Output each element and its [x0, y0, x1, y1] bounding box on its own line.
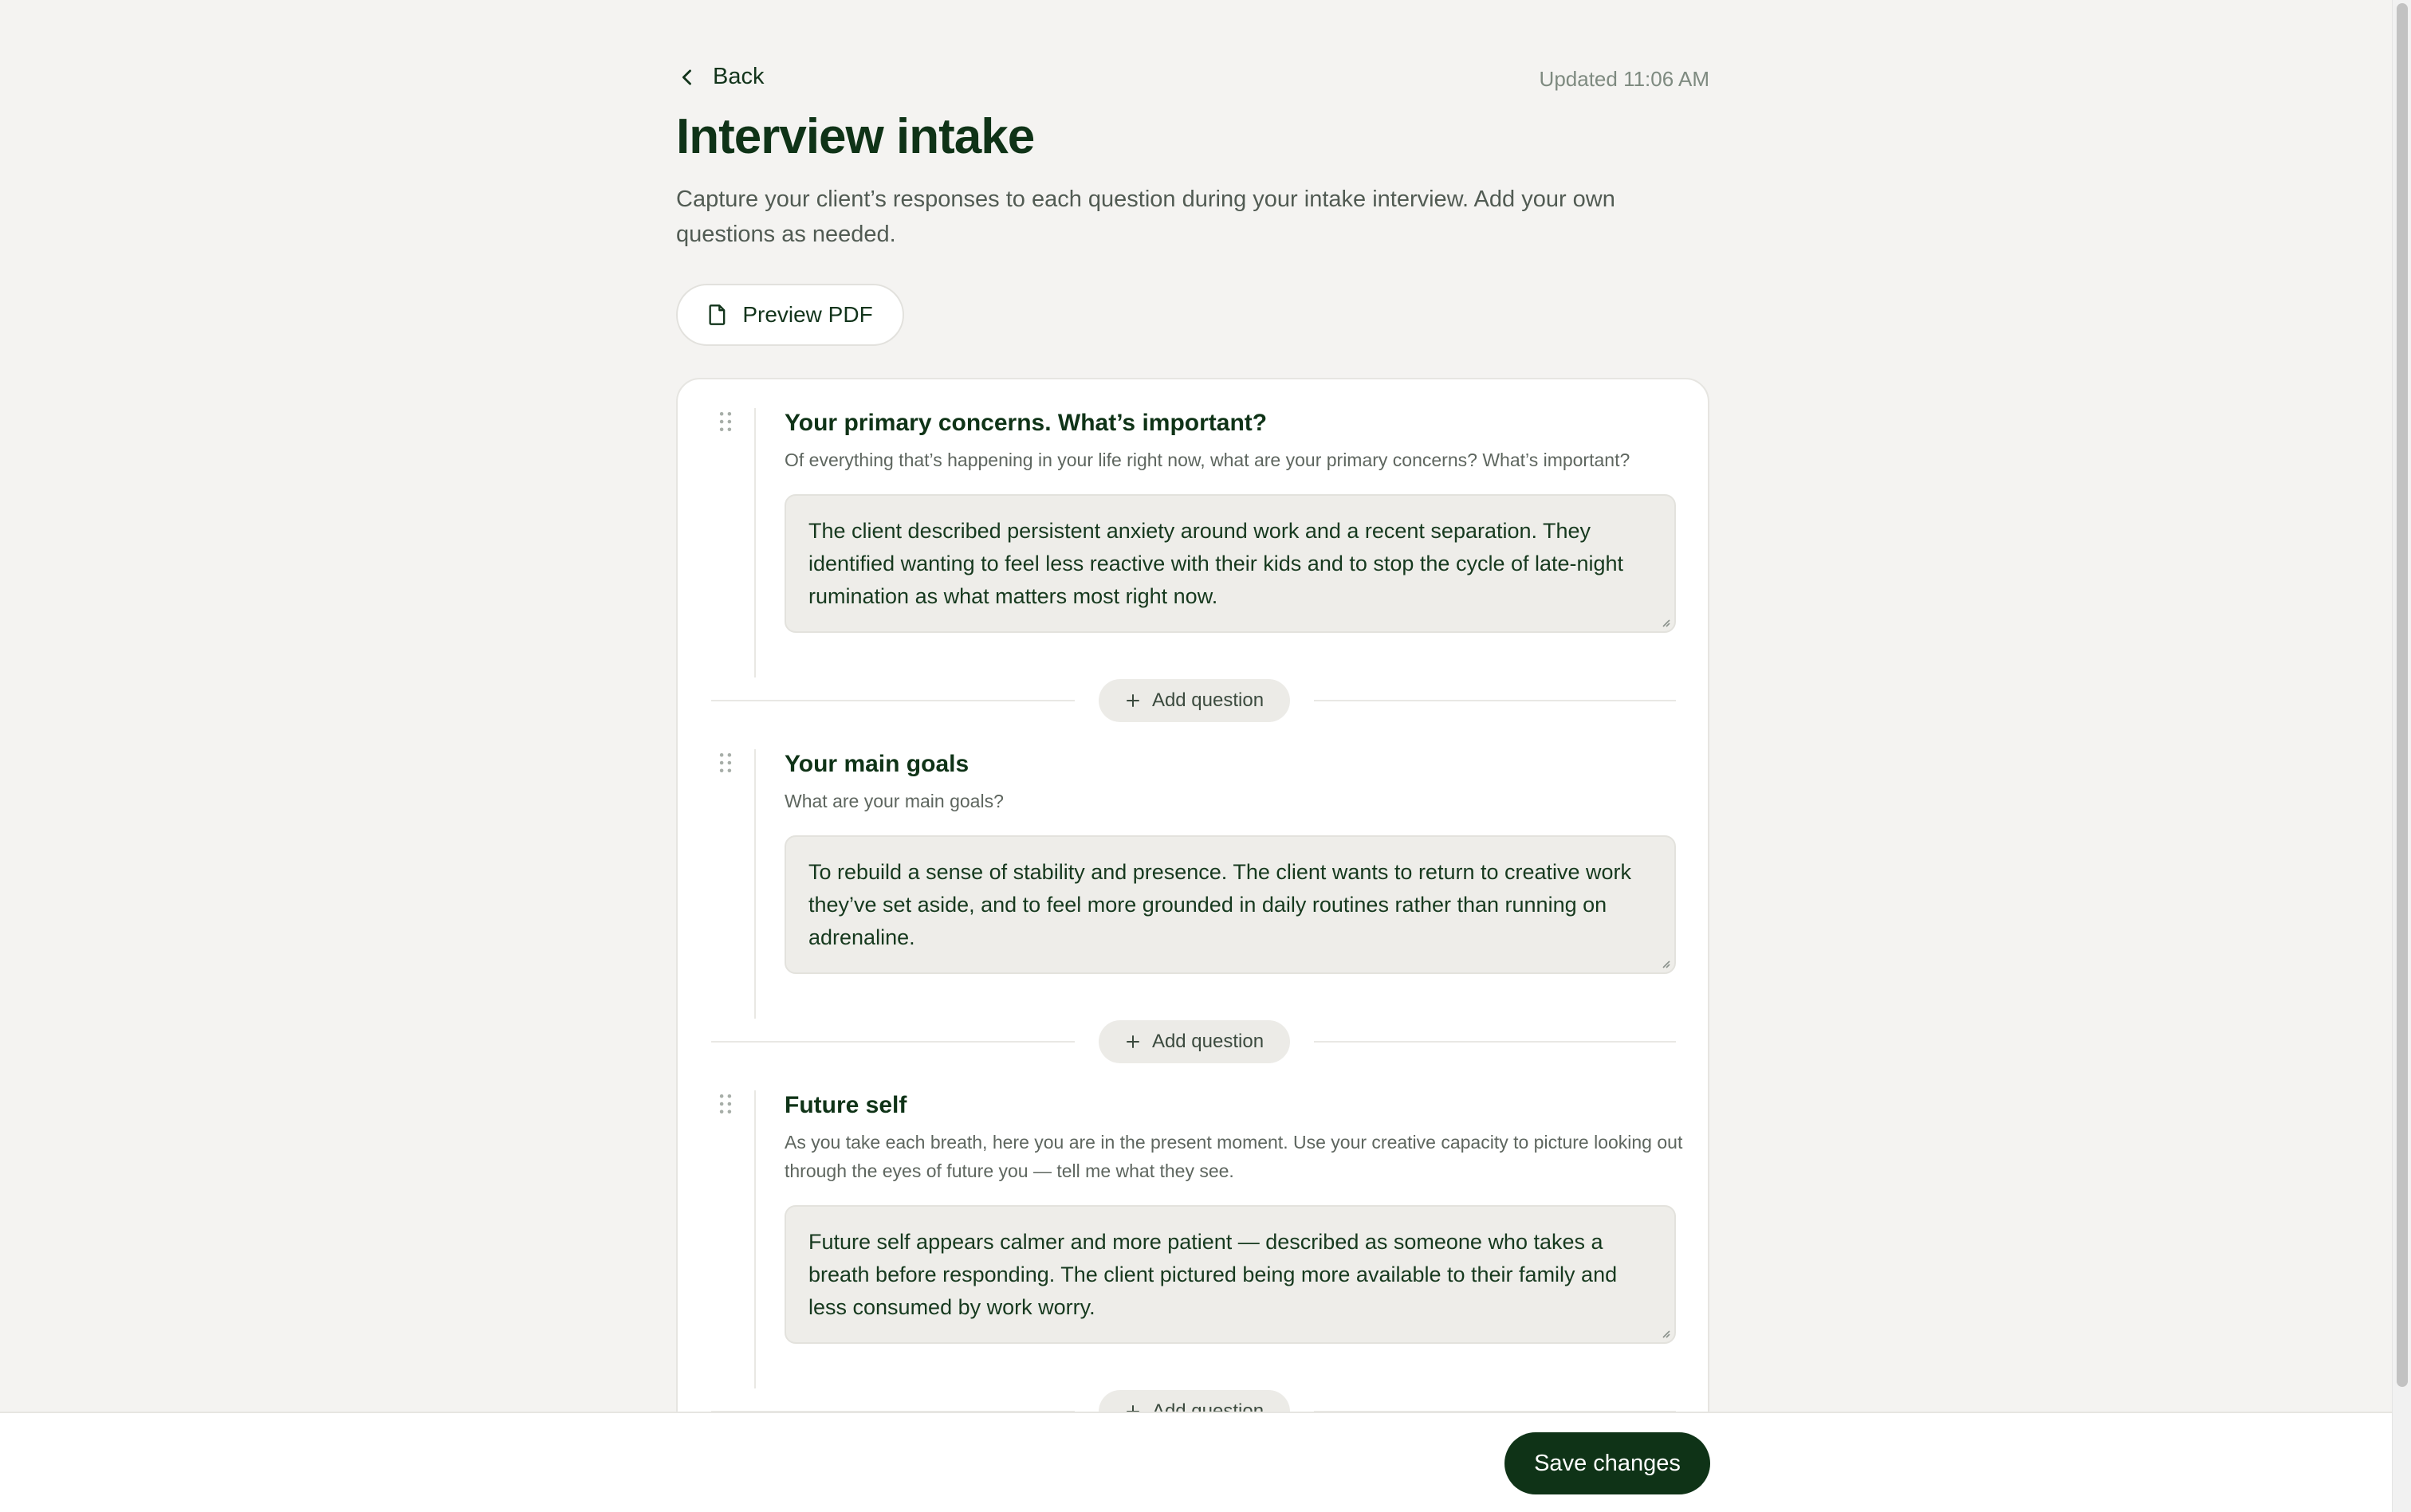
chevron-left-icon — [676, 66, 698, 88]
answer-text: Future self appears calmer and more patient — described as someone who takes a breath before responding. The client pictured being more available to their family and less consumed by work worry. — [808, 1230, 1618, 1319]
question-subtitle: Of everything that’s happening in your life right now, what are your primary concerns? What’s important? — [785, 450, 1630, 470]
save-changes-button[interactable]: Save changes — [1504, 1432, 1710, 1494]
answer-text: The client described persistent anxiety around work and a recent separation. They identified wanting to feel less reactive with their kids and to stop the cycle of late-night rumination as what matters most right now. — [808, 519, 1624, 608]
top-bar — [676, 64, 1709, 99]
divider-line — [1314, 1041, 1676, 1043]
preview-pdf-button[interactable] — [676, 284, 904, 346]
add-question-button[interactable] — [1099, 679, 1290, 722]
footer-bar — [0, 1412, 2392, 1512]
questions-card — [676, 378, 1709, 1512]
plus-icon — [1125, 693, 1141, 709]
add-question-row — [711, 679, 1676, 722]
divider-line — [711, 700, 1075, 701]
divider-line — [711, 1041, 1075, 1043]
question-divider — [754, 1090, 756, 1388]
question-title: Future self — [785, 1092, 907, 1118]
question-title: Your primary concerns. What’s important? — [785, 410, 1268, 436]
document-icon — [707, 304, 728, 326]
question-subtitle: What are your main goals? — [785, 791, 1004, 811]
preview-pdf-label: Preview PDF — [742, 302, 873, 327]
plus-icon — [1125, 1034, 1141, 1050]
divider-line — [1314, 700, 1676, 701]
page-title: Interview intake — [676, 109, 1035, 164]
question-title: Your main goals — [785, 751, 970, 777]
answer-textarea[interactable] — [785, 1205, 1676, 1344]
scrollbar-thumb[interactable] — [2397, 3, 2408, 1387]
question-divider — [754, 749, 756, 1019]
back-button[interactable] — [676, 64, 764, 90]
question-divider — [754, 408, 756, 677]
updated-timestamp: Updated 11:06 AM — [1539, 67, 1709, 91]
add-question-label: Add question — [1151, 1031, 1264, 1052]
add-question-row — [711, 1020, 1676, 1063]
drag-handle-icon[interactable] — [718, 1094, 734, 1114]
back-label: Back — [713, 64, 765, 89]
resize-grip-icon[interactable] — [1658, 1326, 1671, 1339]
vertical-scrollbar[interactable] — [2392, 0, 2411, 1512]
resize-grip-icon[interactable] — [1658, 956, 1671, 969]
drag-handle-icon[interactable] — [718, 411, 734, 432]
question-subtitle: As you take each breath, here you are in the present moment. Use your creative capacity to picture looking out through the eyes of future you — tell me what they see. — [785, 1132, 1683, 1181]
answer-text: To rebuild a sense of stability and presence. The client wants to return to creative work they’ve set aside, and to feel more grounded in daily routines rather than running on adrenaline. — [808, 860, 1632, 949]
answer-textarea[interactable] — [785, 494, 1676, 633]
answer-textarea[interactable] — [785, 835, 1676, 974]
drag-handle-icon[interactable] — [718, 752, 734, 773]
resize-grip-icon[interactable] — [1658, 615, 1671, 628]
page-description: Capture your client’s responses to each question during your intake interview. Add your own questions as needed. — [676, 187, 1615, 247]
add-question-button[interactable] — [1099, 1020, 1290, 1063]
add-question-label: Add question — [1151, 689, 1264, 711]
